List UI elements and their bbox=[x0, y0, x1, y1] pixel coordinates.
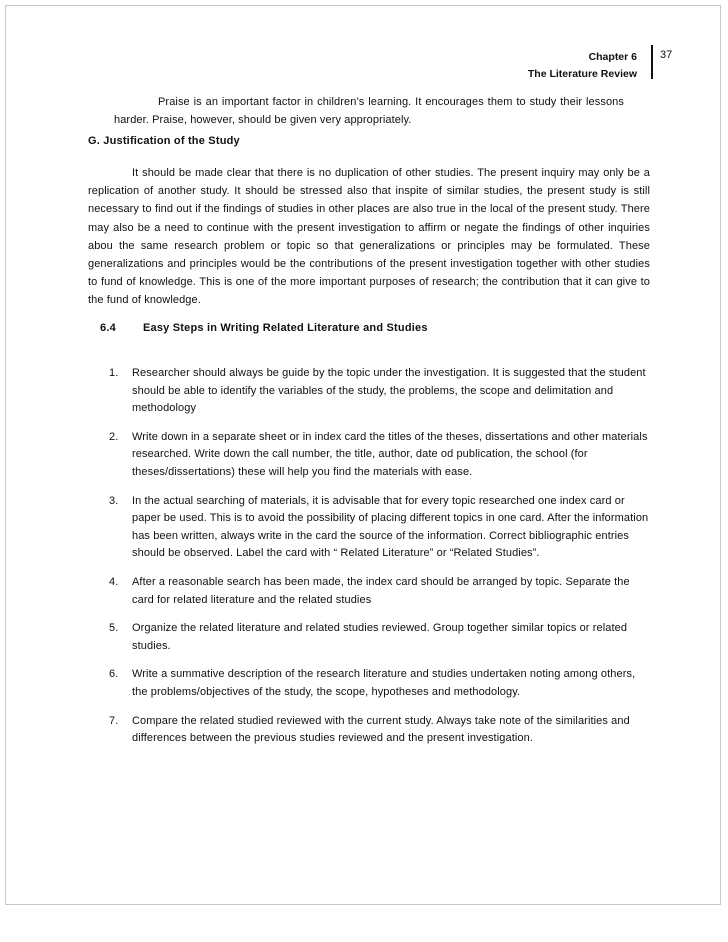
justification-paragraph: It should be made clear that there is no duplication of other studies. The present inquiry may only be a replication of another study. It should be stressed also that inspite of similar studies, the present study is still necessary to find out if the findings of studies in other places are also true in the local of the present study. There may also be a need to continue with the present investigation to affirm or negate the findings of other inquiries abou the same research problem or topic so that generalizations or principles may be formulated. These generalizations and principles would be the contributions of the present investigation together with other studies to fund of knowledge. This is one of the more important purposes of research; the contribution that it can give to the fund of knowledge. bbox=[88, 167, 650, 307]
subsection-heading-6-4 bbox=[100, 320, 428, 336]
running-header bbox=[528, 49, 637, 83]
list-item-number: 4. bbox=[109, 575, 119, 588]
list-item bbox=[104, 713, 652, 748]
list-item-number: 7. bbox=[109, 714, 119, 727]
subsection-title: Easy Steps in Writing Related Literature and Studies bbox=[143, 322, 428, 334]
subsection-number: 6.4 bbox=[100, 322, 116, 334]
list-item-number: 2. bbox=[109, 430, 119, 443]
list-item bbox=[104, 493, 652, 563]
list-item-number: 1. bbox=[109, 367, 119, 379]
list-item-text: After a reasonable search has been made, the index card should be arranged by topic. Separate the card for related literature and the related studies bbox=[132, 575, 630, 606]
chapter-title: The Literature Review bbox=[527, 68, 637, 80]
list-item-text: Compare the related studied reviewed with the current study. Always take note of the similarities and differences between the previous studies reviewed and the present investigation. bbox=[132, 714, 630, 745]
chapter-label: Chapter 6 bbox=[588, 51, 637, 63]
list-item bbox=[104, 620, 652, 655]
list-item-number: 5. bbox=[109, 622, 119, 635]
list-item-text: Organize the related literature and related studies reviewed. Group together similar topics or related studies. bbox=[132, 622, 628, 652]
page-number: 37 bbox=[660, 49, 673, 61]
intro-paragraph: Praise is an important factor in children’s learning. It encourages them to study their lessons harder. Praise, however, should be given very appropriately. bbox=[114, 96, 624, 126]
list-item-number: 6. bbox=[109, 668, 119, 681]
list-item bbox=[104, 429, 652, 482]
list-item-text: Researcher should always be guide by the topic under the investigation. It is suggested that the student should be able to identify the variables of the study, the problems, the scope and delimitation and methodology bbox=[132, 367, 646, 415]
list-item-text: Write down in a separate sheet or in index card the titles of the theses, dissertations and other materials researched. Write down the call number, the title, author, date od publication, the school (for theses/dissertations) these will help you find the materials with ease. bbox=[132, 430, 648, 478]
list-item-text: In the actual searching of materials, it is advisable that for every topic researched one index card or paper be used. This is to avoid the possibility of placing different topics in one card. After the information has been written, always write in the card the source of the information. Correct bibliographic entries should be observed. Label the card with “ Related Literature” or “Related Studies”. bbox=[132, 494, 649, 560]
list-item bbox=[104, 365, 652, 418]
list-item bbox=[104, 666, 652, 701]
document-page bbox=[5, 5, 721, 905]
header-divider bbox=[651, 45, 653, 79]
steps-list bbox=[104, 365, 652, 759]
list-item-number: 3. bbox=[109, 494, 119, 507]
list-item bbox=[104, 574, 652, 609]
section-heading-justification: G. Justification of the Study bbox=[88, 135, 240, 147]
list-item-text: Write a summative description of the research literature and studies undertaken noting among others, the problems/objectives of the study, the scope, hypotheses and methodology. bbox=[132, 668, 636, 698]
